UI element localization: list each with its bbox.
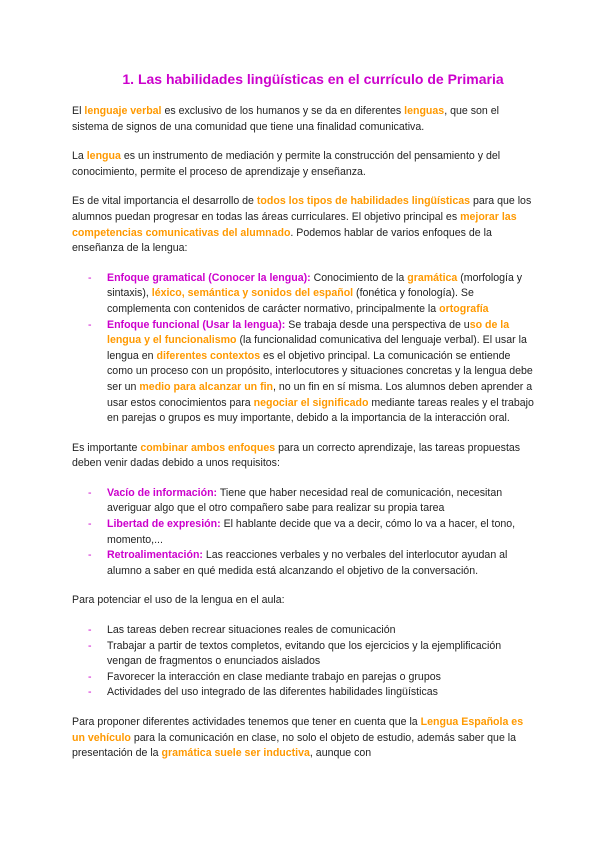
text-run: mediante tareas reales y el trabajo en parejas o grupos es muy importante, debido a la importancia de la interacción oral. — [107, 396, 534, 425]
text-run: es el objetivo principal. La comunicación se entiende como un proceso con un propósito, interlocutores y situaciones concretas y la lengua debe ser un — [107, 349, 533, 393]
highlight-ortografia: ortografía — [439, 302, 489, 315]
text-run: Se trabaja desde una perspectiva de u — [285, 318, 470, 331]
text-run: El — [72, 105, 85, 117]
enfoques-list — [72, 271, 534, 427]
highlight-competencias: mejorar las competencias comunicativas del alumnado — [72, 210, 517, 239]
list-item-aula: - Favorecer la interacción en clase mediante trabajo en parejas o grupos — [72, 670, 534, 686]
text-run: , no un fin en sí misma. Los alumnos deben aprender a usar estos conocimientos para — [107, 380, 533, 409]
text-run: Es de vital importancia el desarrollo de — [72, 195, 257, 208]
list-item-aula: - Las tareas deben recrear situaciones reales de comunicación — [72, 623, 534, 639]
highlight-lexico: léxico, semántica y sonidos del español — [151, 287, 354, 300]
text-run: Conocimiento de la — [310, 271, 408, 284]
requisito-heading: Libertad de expresión: — [107, 518, 221, 531]
text-run: para un correcto aprendizaje, las tareas propuestas deben venir dadas debido a unos requisitos: — [72, 441, 521, 470]
text-run: (morfología y sintaxis), — [107, 271, 523, 300]
list-item-enfoque-funcional — [72, 318, 534, 427]
highlight-combinar: combinar ambos enfoques — [140, 441, 276, 454]
highlight-uso-lengua: so de la lengua y el funcionalismo — [107, 318, 510, 347]
document-body — [72, 104, 534, 776]
paragraph-habilidades — [72, 194, 534, 256]
highlight-medio-fin: medio para alcanzar un fin — [139, 380, 274, 393]
enfoque-funcional-heading: Enfoque funcional (Usar la lengua): — [107, 318, 286, 331]
text-run: , aunque con — [309, 747, 372, 760]
highlight-negociar: negociar el significado — [253, 396, 369, 409]
text-run: para que los alumnos puedan progresar en todas las áreas curriculares. El objetivo principal es — [72, 195, 532, 223]
aula-list — [72, 623, 534, 701]
highlight-lenguas: lenguas — [404, 105, 445, 117]
page-title: 1. Las habilidades lingüísticas en el currículo de Primaria — [122, 71, 504, 87]
text-run: Es importante — [72, 441, 141, 454]
paragraph-lengua — [72, 149, 534, 180]
requisitos-list — [72, 486, 534, 580]
paragraph-potenciar: Para potenciar el uso de la lengua en el aula: — [72, 594, 285, 607]
text-run: . Podemos hablar de varios enfoques de la enseñanza de la lengua: — [72, 226, 492, 255]
text-run: para la comunicación en clase, no solo el objeto de estudio, además saber que la presentación de la — [72, 731, 517, 760]
list-item-enfoque-gramatical — [72, 271, 534, 318]
list-item-requisito — [72, 548, 534, 579]
enfoque-gramatical-heading: Enfoque gramatical (Conocer la lengua): — [107, 271, 311, 284]
text-run: es exclusivo de los humanos y se da en diferentes — [161, 105, 405, 117]
requisito-heading: Vacío de información: — [107, 486, 218, 499]
highlight-vehiculo: Lengua Española es un vehículo — [72, 716, 524, 744]
text-run: El hablante decide que va a decir, cómo lo va a hacer, el tono, momento,... — [107, 518, 516, 546]
highlight-lengua: lengua — [86, 150, 121, 163]
highlight-tipos-habilidades: todos los tipos de habilidades lingüísticas — [256, 195, 470, 208]
list-item-requisito — [72, 517, 534, 548]
paragraph-actividades — [72, 715, 534, 762]
text-run: Para proponer diferentes actividades tenemos que tener en cuenta que la — [72, 716, 421, 728]
highlight-inductiva: gramática suele ser inductiva — [161, 747, 310, 760]
list-item-requisito — [72, 486, 534, 517]
text-run: , que son el sistema de signos de una comunidad que tiene una finalidad comunicativa. — [72, 105, 499, 133]
text-run: (fonética y fonología). Se complementa con contenidos de carácter normativo, principalmente la — [107, 287, 474, 315]
highlight-contextos: diferentes contextos — [156, 349, 261, 362]
paragraph-lenguaje-verbal — [72, 104, 534, 135]
text-run: La — [72, 150, 87, 163]
text-run: (la funcionalidad comunicativa del lenguaje verbal). El usar la lengua en — [107, 334, 527, 362]
text-run: es un instrumento de mediación y permite la construcción del pensamiento y del conocimiento, permite el proceso de aprendizaje y enseñanza. — [72, 150, 501, 178]
highlight-lenguaje-verbal: lenguaje verbal — [84, 105, 162, 117]
highlight-gramatica: gramática — [407, 271, 458, 284]
requisito-heading: Retroalimentación: — [107, 549, 203, 562]
text-run: Tiene que haber necesidad real de comunicación, necesitan averiguar algo que el otro compañero sabe para realizar su propia tarea — [107, 486, 503, 515]
text-run: Las reacciones verbales y no verbales del interlocutor ayudan al alumno a saber en qué medida está alcanzando el objetivo de la conversación. — [107, 549, 508, 577]
list-item-aula: - Trabajar a partir de textos completos, evitando que los ejercicios y la ejemplificación vengan de fragmentos o enunciados aislados — [72, 639, 534, 670]
list-item-aula: - Actividades del uso integrado de las diferentes habilidades lingüísticas — [72, 685, 534, 701]
paragraph-combinar — [72, 441, 534, 472]
